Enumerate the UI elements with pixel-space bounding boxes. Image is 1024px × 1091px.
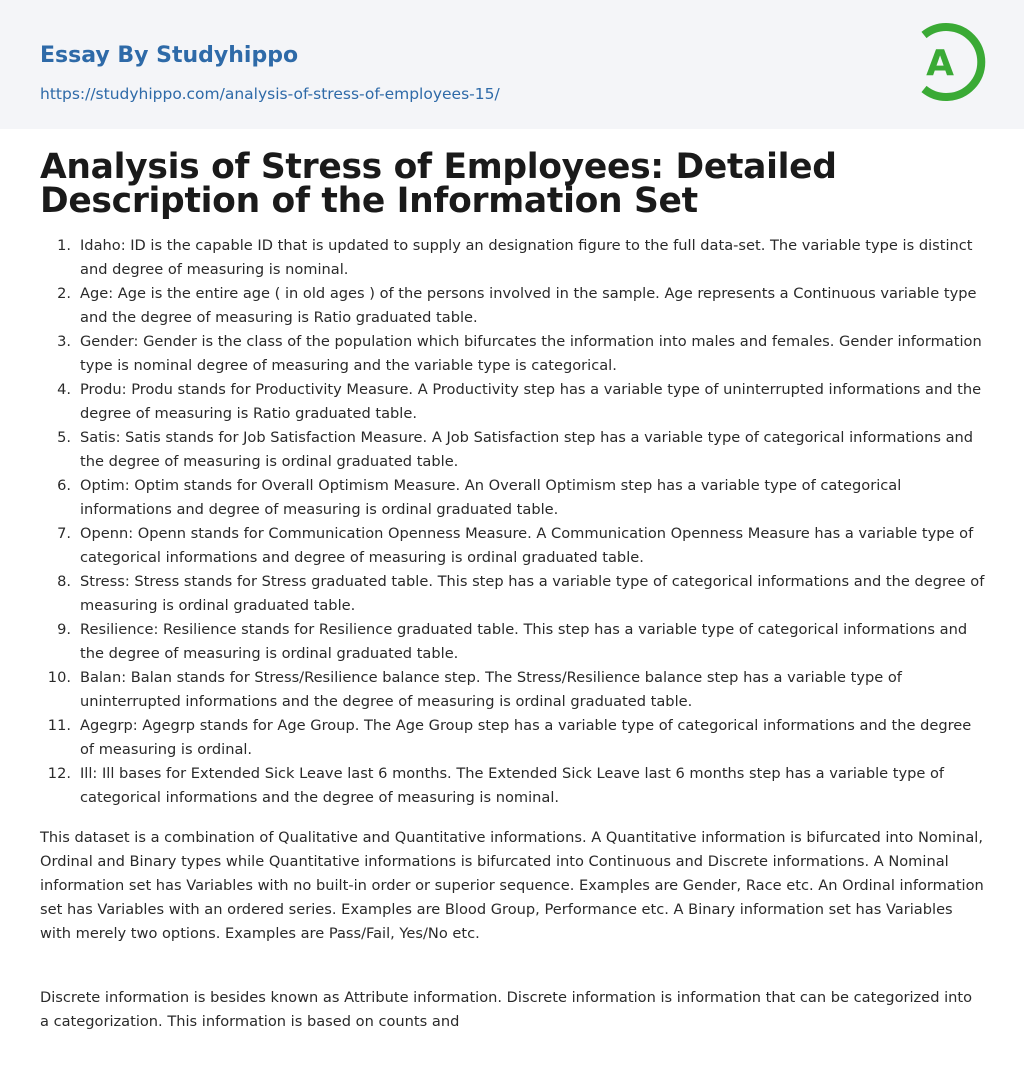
list-item-text: Idaho: ID is the capable ID that is updated to supply an designation figure to the full data-set. The variable type is distinct and degree of measuring is nominal.: [80, 237, 973, 278]
list-item-text: Agegrp: Agegrp stands for Age Group. The Age Group step has a variable type of categorical informations and the degree of measuring is ordinal.: [80, 717, 972, 758]
list-number: 11.: [47, 717, 71, 734]
page-title: Analysis of Stress of Employees: Detailed Description of the Information Set: [40, 147, 837, 221]
list-item: [40, 618, 985, 666]
list-item: [40, 474, 985, 522]
list-item: [40, 570, 985, 618]
list-number: 12.: [47, 765, 71, 782]
list-number: 5.: [57, 429, 71, 446]
list-item-text: Gender: Gender is the class of the population which bifurcates the information into males and females. Gender information type is nominal degree of measuring and the variable type is categorical.: [80, 333, 982, 374]
list-item: [40, 378, 985, 426]
list-item: [40, 522, 985, 570]
list-number: 6.: [57, 477, 71, 494]
list-number: 1.: [57, 237, 71, 254]
list-item-text: Produ: Produ stands for Productivity Measure. A Productivity step has a variable type of uninterrupted informations and the degree of measuring is Ratio graduated table.: [80, 381, 982, 422]
list-item: [40, 282, 985, 330]
list-number: 9.: [57, 621, 71, 638]
logo-letter: A: [926, 43, 954, 84]
site-brand[interactable]: Essay By Studyhippo: [40, 43, 299, 68]
list-number: 3.: [57, 333, 71, 350]
list-item: [40, 426, 985, 474]
list-item: [40, 330, 985, 378]
list-item: [40, 714, 985, 762]
source-url-link[interactable]: https://studyhippo.com/analysis-of-stress-of-employees-15/: [40, 85, 500, 103]
studyhippo-logo-icon[interactable]: [912, 19, 986, 105]
list-item: [40, 234, 985, 282]
list-item: [40, 762, 985, 810]
list-number: 2.: [57, 285, 71, 302]
list-item-text: Openn: Openn stands for Communication Openness Measure. A Communication Openness Measure has a variable type of categorical informations and degree of measuring is ordinal graduated table.: [80, 525, 974, 566]
list-number: 8.: [57, 573, 71, 590]
list-item-text: Age: Age is the entire age ( in old ages ) of the persons involved in the sample. Age represents a Continuous variable type and the degree of measuring is Ratio graduated table.: [80, 285, 977, 326]
list-item-text: Balan: Balan stands for Stress/Resilience balance step. The Stress/Resilience balance step has a variable type of uninterrupted informations and the degree of measuring is ordinal graduated table.: [80, 669, 902, 710]
list-number: 7.: [57, 525, 71, 542]
list-item-text: Satis: Satis stands for Job Satisfaction Measure. A Job Satisfaction step has a variable type of categorical informations and the degree of measuring is ordinal graduated table.: [80, 429, 974, 470]
list-item-text: Optim: Optim stands for Overall Optimism Measure. An Overall Optimism step has a variable type of categorical informations and degree of measuring is ordinal graduated table.: [80, 477, 902, 518]
body-paragraph-discrete: Discrete information is besides known as Attribute information. Discrete information is information that can be categorized into a categorization. This information is based on counts and: [40, 989, 973, 1030]
list-number: 4.: [57, 381, 71, 398]
list-item: [40, 666, 985, 714]
list-item-text: Stress: Stress stands for Stress graduated table. This step has a variable type of categorical informations and the degree of measuring is ordinal graduated table.: [80, 573, 985, 614]
list-number: 10.: [47, 669, 71, 686]
variable-list: [40, 234, 985, 810]
list-item-text: Resilience: Resilience stands for Resilience graduated table. This step has a variable type of categorical informations and the degree of measuring is ordinal graduated table.: [80, 621, 968, 662]
list-item-text: Ill: Ill bases for Extended Sick Leave last 6 months. The Extended Sick Leave last 6 months step has a variable type of categorical informations and the degree of measuring is nominal.: [80, 765, 945, 806]
body-paragraph-dataset: This dataset is a combination of Qualitative and Quantitative informations. A Quantitative information is bifurcated into Nominal, Ordinal and Binary types while Quantitative informations is bifurcated into Continuous and Discrete informations. A Nominal information set has Variables with no built-in order or superior sequence. Examples are Gender, Race etc. An Ordinal information set has Variables with an ordered series. Examples are Blood Group, Performance etc. A Binary information set has Variables with merely two options. Examples are Pass/Fail, Yes/No etc.: [40, 829, 984, 942]
page-header: [0, 0, 1024, 129]
